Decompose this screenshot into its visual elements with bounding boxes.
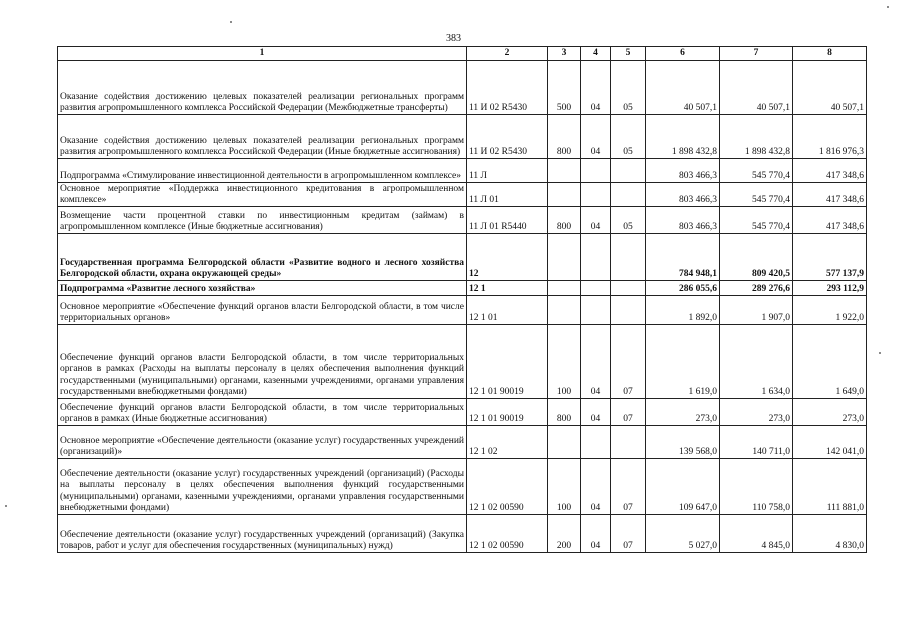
section-cell: [581, 234, 611, 281]
amount-year3-cell: 293 112,9: [793, 281, 867, 296]
expense-type-cell: [548, 426, 581, 459]
amount-year2-cell: 273,0: [720, 399, 793, 426]
amount-year1-cell: 40 507,1: [646, 61, 720, 115]
row-name-cell: Основное мероприятие «Поддержка инвестиционного кредитования в агропромышленном комплексе»: [58, 183, 467, 207]
code-cell: 11 Л 01: [467, 183, 548, 207]
amount-year1-cell: 1 892,0: [646, 296, 720, 325]
subsection-cell: 07: [611, 399, 646, 426]
subsection-cell: [611, 159, 646, 183]
amount-year3-cell: 417 348,6: [793, 207, 867, 234]
scan-speck: [230, 21, 232, 23]
subsection-cell: 05: [611, 61, 646, 115]
amount-year2-cell: 1 634,0: [720, 325, 793, 399]
row-name-cell: Обеспечение функций органов власти Белгородской области, в том числе территориальных органов в рамках (Расходы на выплаты персоналу в целях обеспечения выполнения функций государственными (муниципальными) органами, казенными учреждениями, органами управления государственными внебюджетными фондами): [58, 325, 467, 399]
amount-year3-cell: 273,0: [793, 399, 867, 426]
section-cell: [581, 159, 611, 183]
table-row: [58, 399, 867, 426]
amount-year2-cell: 4 845,0: [720, 515, 793, 553]
header-cell: 6: [646, 47, 720, 61]
table-row: [58, 325, 867, 399]
section-cell: 04: [581, 207, 611, 234]
section-cell: 04: [581, 399, 611, 426]
amount-year2-cell: 545 770,4: [720, 159, 793, 183]
amount-year2-cell: 1 907,0: [720, 296, 793, 325]
amount-year3-cell: 1 922,0: [793, 296, 867, 325]
table-row: [58, 459, 867, 515]
table-row: [58, 281, 867, 296]
scan-speck: [879, 352, 881, 354]
section-cell: [581, 281, 611, 296]
code-cell: 12 1 01 90019: [467, 399, 548, 426]
code-cell: 12 1 01 90019: [467, 325, 548, 399]
subsection-cell: 07: [611, 515, 646, 553]
amount-year1-cell: 1 898 432,8: [646, 115, 720, 159]
expense-type-cell: [548, 159, 581, 183]
row-name-cell: Оказание содействия достижению целевых показателей реализации региональных программ развития агропромышленного комплекса Российской Федерации (Иные бюджетные ассигнования): [58, 115, 467, 159]
amount-year1-cell: 5 027,0: [646, 515, 720, 553]
amount-year1-cell: 803 466,3: [646, 183, 720, 207]
section-cell: [581, 296, 611, 325]
scan-speck: [887, 6, 889, 8]
row-name-cell: Обеспечение деятельности (оказание услуг) государственных учреждений (организаций) (Закупка товаров, работ и услуг для обеспечения государственных (муниципальных) нужд): [58, 515, 467, 553]
section-cell: 04: [581, 61, 611, 115]
expense-type-cell: 100: [548, 459, 581, 515]
code-cell: 12 1 02: [467, 426, 548, 459]
expense-type-cell: 500: [548, 61, 581, 115]
expense-type-cell: 800: [548, 399, 581, 426]
expense-type-cell: [548, 183, 581, 207]
expense-type-cell: 100: [548, 325, 581, 399]
header-cell: 5: [611, 47, 646, 61]
scan-speck: [5, 505, 7, 507]
section-cell: 04: [581, 515, 611, 553]
subsection-cell: [611, 296, 646, 325]
table-row: [58, 426, 867, 459]
subsection-cell: 05: [611, 207, 646, 234]
row-name-cell: Основное мероприятие «Обеспечение функций органов власти Белгородской области, в том числе территориальных органов»: [58, 296, 467, 325]
header-cell: 1: [58, 47, 467, 61]
table-row: [58, 61, 867, 115]
header-cell: 4: [581, 47, 611, 61]
section-cell: [581, 426, 611, 459]
amount-year2-cell: 545 770,4: [720, 207, 793, 234]
amount-year1-cell: 1 619,0: [646, 325, 720, 399]
row-name-cell: Обеспечение деятельности (оказание услуг) государственных учреждений (организаций) (Расходы на выплаты персоналу в целях обеспечения выполнения функций государственными (муниципальными) органами, казенными учреждениями, органами управления государственными внебюджетными фондами): [58, 459, 467, 515]
code-cell: 11 Л: [467, 159, 548, 183]
header-cell: 3: [548, 47, 581, 61]
amount-year3-cell: 4 830,0: [793, 515, 867, 553]
amount-year3-cell: 417 348,6: [793, 183, 867, 207]
expense-type-cell: 200: [548, 515, 581, 553]
header-cell: 2: [467, 47, 548, 61]
header-cell: 8: [793, 47, 867, 61]
page-number: 383: [446, 33, 461, 44]
code-cell: 12: [467, 234, 548, 281]
amount-year1-cell: 139 568,0: [646, 426, 720, 459]
code-cell: 11 И 02 R5430: [467, 115, 548, 159]
amount-year3-cell: 577 137,9: [793, 234, 867, 281]
subsection-cell: 07: [611, 459, 646, 515]
subsection-cell: [611, 183, 646, 207]
table-row: [58, 207, 867, 234]
section-cell: 04: [581, 115, 611, 159]
row-name-cell: Оказание содействия достижению целевых показателей реализации региональных программ развития агропромышленного комплекса Российской Федерации (Межбюджетные трансферты): [58, 61, 467, 115]
amount-year1-cell: 286 055,6: [646, 281, 720, 296]
row-name-cell: Возмещение части процентной ставки по инвестиционным кредитам (займам) в агропромышленном комплексе (Иные бюджетные ассигнования): [58, 207, 467, 234]
subsection-cell: 07: [611, 325, 646, 399]
budget-table: [57, 46, 867, 553]
subsection-cell: [611, 426, 646, 459]
expense-type-cell: [548, 234, 581, 281]
amount-year3-cell: 40 507,1: [793, 61, 867, 115]
amount-year3-cell: 111 881,0: [793, 459, 867, 515]
table-row: [58, 183, 867, 207]
section-cell: 04: [581, 325, 611, 399]
amount-year3-cell: 142 041,0: [793, 426, 867, 459]
row-name-cell: Подпрограмма «Стимулирование инвестиционной деятельности в агропромышленном комплексе»: [58, 159, 467, 183]
table-row: [58, 515, 867, 553]
header-cell: 7: [720, 47, 793, 61]
amount-year3-cell: 1 816 976,3: [793, 115, 867, 159]
code-cell: 12 1 02 00590: [467, 515, 548, 553]
table-row: [58, 115, 867, 159]
row-name-cell: Обеспечение функций органов власти Белгородской области, в том числе территориальных органов в рамках (Иные бюджетные ассигнования): [58, 399, 467, 426]
row-name-cell: Основное мероприятие «Обеспечение деятельности (оказание услуг) государственных учреждений (организаций)»: [58, 426, 467, 459]
table-row: [58, 234, 867, 281]
table-row: [58, 296, 867, 325]
section-cell: [581, 183, 611, 207]
amount-year2-cell: 140 711,0: [720, 426, 793, 459]
amount-year2-cell: 809 420,5: [720, 234, 793, 281]
amount-year2-cell: 545 770,4: [720, 183, 793, 207]
header-row: [58, 47, 867, 61]
code-cell: 12 1 01: [467, 296, 548, 325]
subsection-cell: [611, 234, 646, 281]
amount-year1-cell: 784 948,1: [646, 234, 720, 281]
expense-type-cell: [548, 281, 581, 296]
subsection-cell: 05: [611, 115, 646, 159]
amount-year1-cell: 273,0: [646, 399, 720, 426]
code-cell: 12 1 02 00590: [467, 459, 548, 515]
table-row: [58, 159, 867, 183]
amount-year1-cell: 109 647,0: [646, 459, 720, 515]
expense-type-cell: 800: [548, 115, 581, 159]
subsection-cell: [611, 281, 646, 296]
amount-year2-cell: 40 507,1: [720, 61, 793, 115]
expense-type-cell: 800: [548, 207, 581, 234]
row-name-cell: Государственная программа Белгородской области «Развитие водного и лесного хозяйства Белгородской области, охрана окружающей среды»: [58, 234, 467, 281]
amount-year2-cell: 110 758,0: [720, 459, 793, 515]
code-cell: 11 Л 01 R5440: [467, 207, 548, 234]
amount-year3-cell: 417 348,6: [793, 159, 867, 183]
code-cell: 11 И 02 R5430: [467, 61, 548, 115]
code-cell: 12 1: [467, 281, 548, 296]
section-cell: 04: [581, 459, 611, 515]
amount-year1-cell: 803 466,3: [646, 159, 720, 183]
amount-year3-cell: 1 649,0: [793, 325, 867, 399]
amount-year2-cell: 289 276,6: [720, 281, 793, 296]
amount-year2-cell: 1 898 432,8: [720, 115, 793, 159]
expense-type-cell: [548, 296, 581, 325]
amount-year1-cell: 803 466,3: [646, 207, 720, 234]
row-name-cell: Подпрограмма «Развитие лесного хозяйства»: [58, 281, 467, 296]
